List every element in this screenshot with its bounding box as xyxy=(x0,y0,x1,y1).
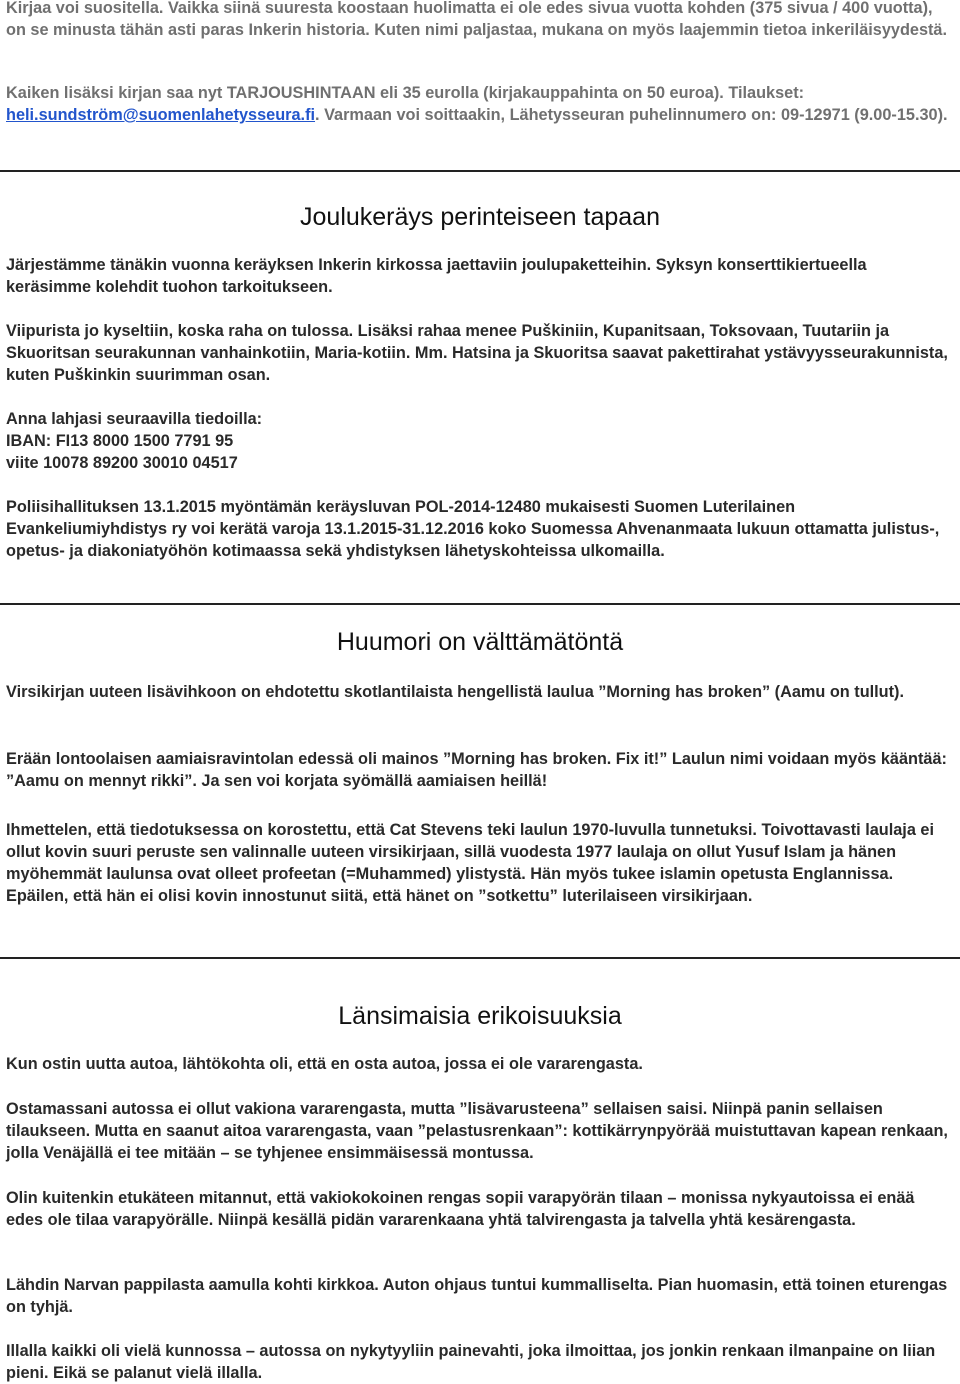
huumori-paragraph-3: Ihmettelen, että tiedotuksessa on korostettu, että Cat Stevens teki laulun 1970-luvulla tunnetuksi. Toivottavasti laulaja ei ollut kovin suuri peruste sen valinnalle uuteen virsikirjaan, sillä vuodesta 1977 laulaja on ollut Yusuf Islam ja hänen myöhemmät laulunsa ovat olleet profeetan (=Muhammed) ylistystä. Hän myös tukee islamin opetusta Englannissa. Epäilen, että hän ei olisi kovin innostunut siitä, että hänet on ”sotkettu” luterilaiseen virsikirjaan. xyxy=(6,821,934,905)
section-divider-3 xyxy=(0,957,960,959)
intro-phone-text: . Varmaan voi soittaakin, Lähetysseuran puhelinnumero on: 09-12971 (9.00-15.30). xyxy=(315,106,948,124)
order-email-link[interactable]: heli.sundström@suomenlahetysseura.fi xyxy=(6,106,316,124)
donation-iban: IBAN: FI13 8000 1500 7791 95 xyxy=(6,432,234,450)
section-title-joulukerays: Joulukeräys perinteiseen tapaan xyxy=(300,203,660,231)
huumori-paragraph-2: Erään lontoolaisen aamiaisravintolan edessä oli mainos ”Morning has broken. Fix it!” Laulun nimi voidaan myös kääntää: ”Aamu on mennyt rikki”. Ja sen voi korjata syömällä aamiaisen heillä! xyxy=(6,750,947,790)
intro-paragraph-2 xyxy=(6,82,956,126)
lansimaisia-paragraph-1: Kun ostin uutta autoa, lähtökohta oli, että en osta autoa, jossa ei ole vararengasta. xyxy=(6,1055,643,1073)
lansimaisia-paragraph-2: Ostamassani autossa ei ollut vakiona vararengasta, mutta ”lisävarusteena” sellaisen saisi. Niinpä panin sellaisen tilaukseen. Mutta en saanut aitoa vararengasta, vaan ”pelastusrenkaan”: kottikärrynpyörää muistuttavan kapean renkaan, jolla Venäjällä ei tee mitään – se tyhjenee ensimmäisessä montussa. xyxy=(6,1100,948,1162)
collection-permit-paragraph: Poliisihallituksen 13.1.2015 myöntämän keräysluvan POL-2014-12480 mukaisesti Suomen Luterilainen Evankeliumiyhdistys ry voi kerätä varoja 13.1.2015-31.12.2016 koko Suomessa Ahvenanmaata lukuun ottamatta julistus-, opetus- ja diakoniatyöhön kotimaassa sekä yhdistyksen lähetyskohteissa ulkomailla. xyxy=(6,498,940,560)
lansimaisia-paragraph-5: Illalla kaikki oli vielä kunnossa – autossa on nykytyyliin painevahti, joka ilmoittaa, jos jonkin renkaan ilmanpaine on liian pieni. Eikä se palanut vielä illalla. xyxy=(6,1342,936,1382)
joulukerays-paragraph-2: Viipurista jo kyseltiin, koska raha on tulossa. Lisäksi rahaa menee Puškiniin, Kupanitsaan, Toksovaan, Tuutariin ja Skuoritsan seurakunnan vanhainkotiin, Maria-kotiin. Mm. Hatsina ja Skuoritsa saavat pakettirahat ystävyysseurakunnista, kuten Puškinkin suurimman osan. xyxy=(6,322,948,384)
section-divider-1 xyxy=(0,170,960,172)
intro-order-text: Kaiken lisäksi kirjan saa nyt TARJOUSHINTAAN eli 35 eurolla (kirjakauppahinta on 50 euroa). Tilaukset: xyxy=(6,84,805,102)
donation-reference: viite 10078 89200 30010 04517 xyxy=(6,454,238,472)
donation-info xyxy=(0,408,956,474)
section-divider-2 xyxy=(0,603,960,605)
joulukerays-paragraph-1: Järjestämme tänäkin vuonna keräyksen Inkerin kirkossa jaettaviin joulupaketteihin. Syksyn konserttikiertueella keräsimme kolehdit tuohon tarkoitukseen. xyxy=(6,256,867,296)
section-title-huumori: Huumori on välttämätöntä xyxy=(336,628,624,656)
lansimaisia-paragraph-3: Olin kuitenkin etukäteen mitannut, että vakiokokoinen rengas sopii varapyörän tilaan – monissa nykyautoissa ei enää edes ole tilaa varapyörälle. Niinpä kesällä pidän vararenkaana yhtä talvirengasta ja talvella yhtä kesärengasta. xyxy=(6,1189,915,1229)
section-title-lansimaisia: Länsimaisia erikoisuuksia xyxy=(338,1002,622,1030)
donation-intro: Anna lahjasi seuraavilla tiedoilla: xyxy=(6,410,263,428)
lansimaisia-paragraph-4: Lähdin Narvan pappilasta aamulla kohti kirkkoa. Auton ohjaus tuntui kummalliselta. Pian huomasin, että toinen eturengas on tyhjä. xyxy=(6,1276,948,1316)
huumori-paragraph-1: Virsikirjan uuteen lisävihkoon on ehdotettu skotlantilaista hengellistä laulua ”Morning has broken” (Aamu on tullut). xyxy=(6,683,904,701)
intro-paragraph-1: Kirjaa voi suositella. Vaikka siinä suuresta koostaan huolimatta ei ole edes sivua vuotta kohden (375 sivua / 400 vuotta), on se minusta tähän asti paras Inkerin historia. Kuten nimi paljastaa, mukana on myös laajemmin tietoa inkeriläisyydestä. xyxy=(6,0,948,39)
